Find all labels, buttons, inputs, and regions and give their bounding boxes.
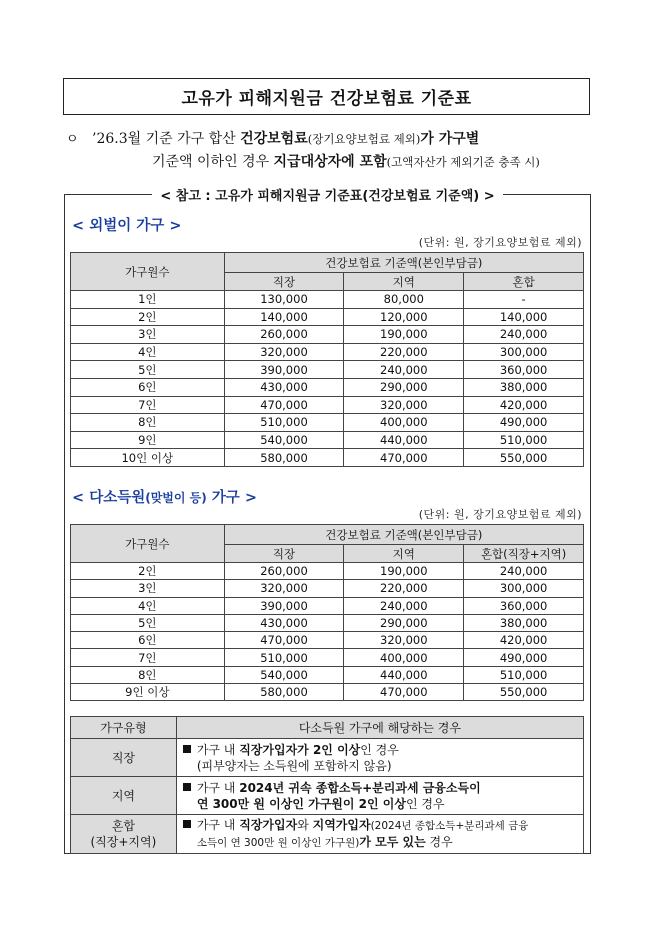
reference-title: < 참고 : 고유가 피해지원금 기준표(건강보험료 기준액) > <box>64 185 591 204</box>
cell-workplace: 390,000 <box>224 597 344 614</box>
cell-size: 10인 이상 <box>71 449 225 467</box>
single-earner-table <box>70 252 584 467</box>
cell-size: 2인 <box>71 563 225 580</box>
cell-regional: 220,000 <box>344 343 464 361</box>
col-workplace: 직장 <box>224 273 344 291</box>
table-row <box>71 563 584 580</box>
cell-size: 3인 <box>71 326 225 344</box>
cell-size: 6인 <box>71 632 225 649</box>
cell-mixed: 360,000 <box>464 361 584 379</box>
table-row <box>71 326 584 344</box>
cell-mixed: 360,000 <box>464 597 584 614</box>
cell-regional: 320,000 <box>344 632 464 649</box>
case-workplace: 가구 내 직장가입자가 2인 이상인 경우 (피부양자는 소득원에 포함하지 않음) <box>176 739 583 777</box>
cell-workplace: 320,000 <box>224 580 344 597</box>
cell-workplace: 510,000 <box>224 649 344 666</box>
type-regional: 지역 <box>71 777 177 815</box>
intro-line-1: ’26.3월 기준 가구 합산 건강보험료(장기요양보험료 제외)가 가구별 <box>92 131 480 147</box>
table-row <box>71 414 584 432</box>
cell-size: 4인 <box>71 597 225 614</box>
cell-mixed: 420,000 <box>464 632 584 649</box>
cell-regional: 240,000 <box>344 597 464 614</box>
col-premium-group: 건강보험료 기준액(본인부담금) <box>224 525 583 545</box>
cell-regional: 190,000 <box>344 326 464 344</box>
single-earner-unit-note: (단위: 원, 장기요양보험료 제외) <box>418 236 582 249</box>
table-row <box>71 291 584 309</box>
cell-size: 5인 <box>71 614 225 631</box>
cell-mixed: 550,000 <box>464 449 584 467</box>
cell-workplace: 130,000 <box>224 291 344 309</box>
col-household-size: 가구원수 <box>71 525 225 563</box>
criteria-row-mixed <box>71 815 584 854</box>
multi-earner-heading: < 다소득원(맞벌이 등) 가구 > <box>72 490 258 506</box>
col-workplace: 직장 <box>224 545 344 563</box>
table-row <box>71 614 584 631</box>
criteria-row-regional <box>71 777 584 815</box>
square-bullet-icon <box>183 783 191 791</box>
cell-regional: 120,000 <box>344 308 464 326</box>
table-row <box>71 378 584 396</box>
square-bullet-icon <box>183 820 191 828</box>
multi-earner-criteria-table <box>70 716 584 854</box>
cell-workplace: 390,000 <box>224 361 344 379</box>
cell-regional: 290,000 <box>344 614 464 631</box>
cell-regional: 440,000 <box>344 431 464 449</box>
cell-workplace: 430,000 <box>224 614 344 631</box>
type-workplace: 직장 <box>71 739 177 777</box>
case-regional: 가구 내 2024년 귀속 종합소득+분리과세 금융소득이 연 300만 원 이상인 가구원이 2인 이상인 경우 <box>176 777 583 815</box>
cell-mixed: 240,000 <box>464 563 584 580</box>
cell-size: 9인 이상 <box>71 684 225 701</box>
cell-mixed: 510,000 <box>464 666 584 683</box>
table-row <box>71 361 584 379</box>
cell-workplace: 580,000 <box>224 684 344 701</box>
cell-workplace: 140,000 <box>224 308 344 326</box>
cell-size: 4인 <box>71 343 225 361</box>
col-regional: 지역 <box>344 273 464 291</box>
cell-regional: 320,000 <box>344 396 464 414</box>
cell-mixed: 510,000 <box>464 431 584 449</box>
cell-mixed: 300,000 <box>464 580 584 597</box>
cell-size: 9인 <box>71 431 225 449</box>
col-household-type: 가구유형 <box>71 717 177 739</box>
table-row <box>71 649 584 666</box>
col-premium-group: 건강보험료 기준액(본인부담금) <box>224 253 583 273</box>
cell-size: 3인 <box>71 580 225 597</box>
cell-regional: 400,000 <box>344 649 464 666</box>
intro-line-2: 기준액 이하인 경우 지급대상자에 포함(고액자산가 제외기준 충족 시) <box>152 154 540 170</box>
cell-mixed: - <box>464 291 584 309</box>
cell-mixed: 490,000 <box>464 414 584 432</box>
table-row <box>71 431 584 449</box>
cell-size: 8인 <box>71 414 225 432</box>
table-row <box>71 396 584 414</box>
cell-mixed: 420,000 <box>464 396 584 414</box>
col-qualifying-case: 다소득원 가구에 해당하는 경우 <box>176 717 583 739</box>
cell-regional: 290,000 <box>344 378 464 396</box>
criteria-row-workplace <box>71 739 584 777</box>
cell-size: 1인 <box>71 291 225 309</box>
cell-size: 8인 <box>71 666 225 683</box>
col-mixed: 혼합(직장+지역) <box>464 545 584 563</box>
cell-workplace: 430,000 <box>224 378 344 396</box>
cell-mixed: 140,000 <box>464 308 584 326</box>
case-mixed: 가구 내 직장가입자와 지역가입자(2024년 종합소득+분리과세 금융 소득이 연 300만 원 이상인 가구원)가 모두 있는 경우 <box>176 815 583 854</box>
cell-mixed: 380,000 <box>464 378 584 396</box>
cell-regional: 470,000 <box>344 684 464 701</box>
table-row <box>71 308 584 326</box>
cell-mixed: 380,000 <box>464 614 584 631</box>
cell-regional: 440,000 <box>344 666 464 683</box>
cell-workplace: 470,000 <box>224 396 344 414</box>
cell-size: 2인 <box>71 308 225 326</box>
multi-earner-table <box>70 524 584 701</box>
col-household-size: 가구원수 <box>71 253 225 291</box>
cell-size: 7인 <box>71 649 225 666</box>
cell-size: 7인 <box>71 396 225 414</box>
cell-workplace: 510,000 <box>224 414 344 432</box>
cell-workplace: 320,000 <box>224 343 344 361</box>
cell-mixed: 490,000 <box>464 649 584 666</box>
table-row <box>71 684 584 701</box>
table-row <box>71 666 584 683</box>
cell-size: 5인 <box>71 361 225 379</box>
table-row <box>71 597 584 614</box>
col-mixed: 혼합 <box>464 273 584 291</box>
type-mixed: 혼합 (직장+지역) <box>71 815 177 854</box>
cell-workplace: 540,000 <box>224 431 344 449</box>
cell-regional: 240,000 <box>344 361 464 379</box>
cell-workplace: 580,000 <box>224 449 344 467</box>
cell-regional: 190,000 <box>344 563 464 580</box>
col-regional: 지역 <box>344 545 464 563</box>
table-row <box>71 632 584 649</box>
cell-mixed: 300,000 <box>464 343 584 361</box>
cell-workplace: 260,000 <box>224 563 344 580</box>
cell-regional: 80,000 <box>344 291 464 309</box>
cell-workplace: 470,000 <box>224 632 344 649</box>
cell-workplace: 540,000 <box>224 666 344 683</box>
table-row <box>71 449 584 467</box>
cell-regional: 470,000 <box>344 449 464 467</box>
cell-mixed: 240,000 <box>464 326 584 344</box>
square-bullet-icon <box>183 745 191 753</box>
bullet-icon: ㅇ <box>66 132 79 147</box>
table-row <box>71 580 584 597</box>
table-row <box>71 343 584 361</box>
multi-earner-unit-note: (단위: 원, 장기요양보험료 제외) <box>418 508 582 521</box>
page-title: 고유가 피해지원금 건강보험료 기준표 <box>63 78 590 115</box>
cell-regional: 400,000 <box>344 414 464 432</box>
cell-mixed: 550,000 <box>464 684 584 701</box>
cell-regional: 220,000 <box>344 580 464 597</box>
cell-size: 6인 <box>71 378 225 396</box>
cell-workplace: 260,000 <box>224 326 344 344</box>
single-earner-heading: < 외벌이 가구 > <box>72 218 182 234</box>
